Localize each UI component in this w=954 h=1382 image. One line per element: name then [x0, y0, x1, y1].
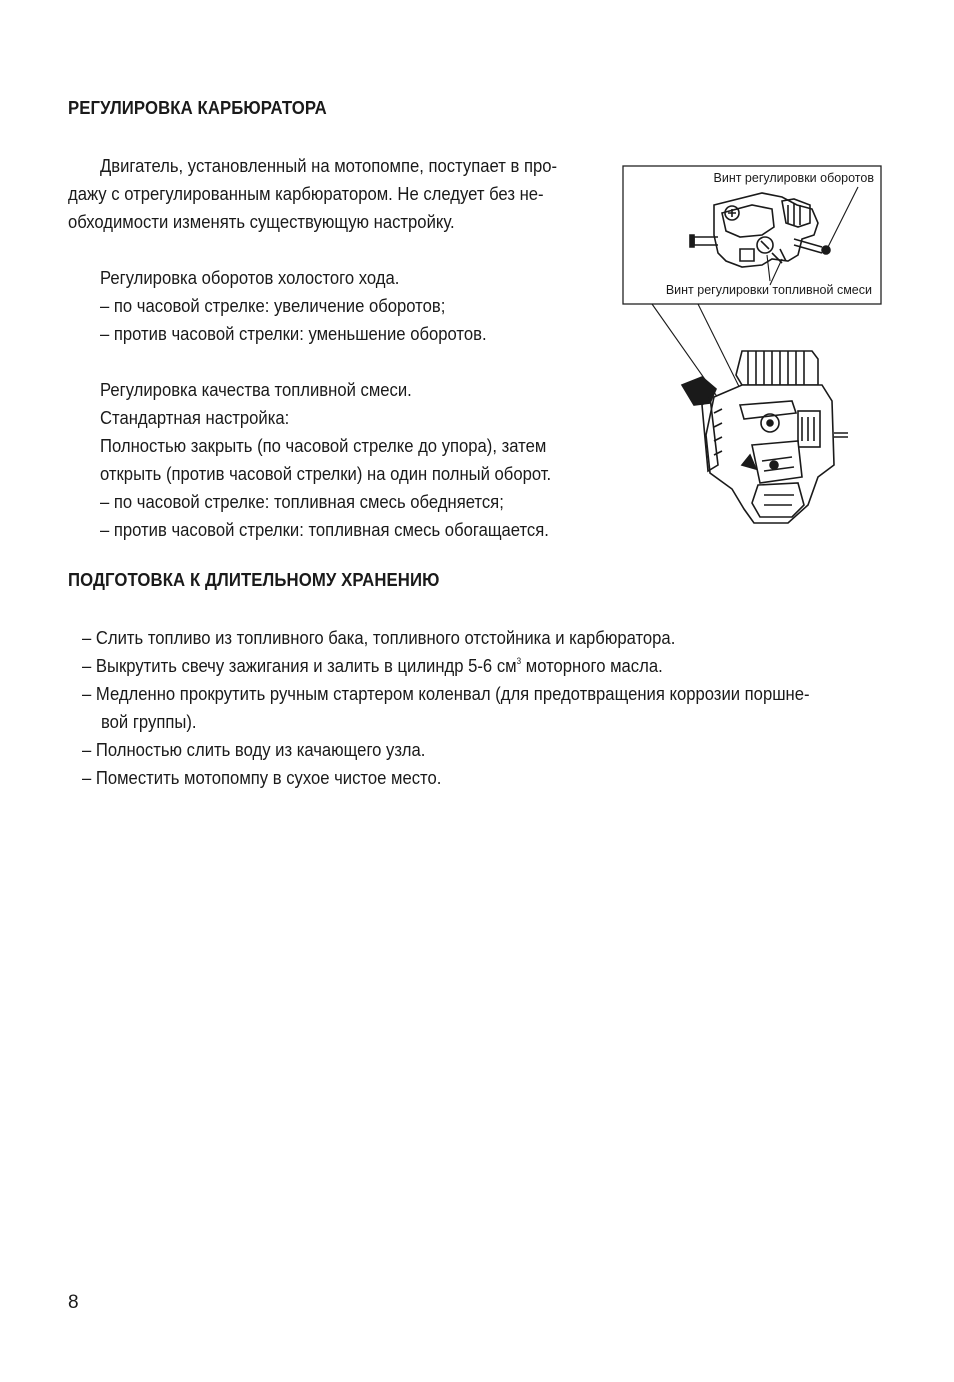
section-heading-carburetor: РЕГУЛИРОВКА КАРБЮРАТОРА [68, 98, 327, 118]
storage-item-drain-water: – Полностью слить воду из качающего узла. [82, 739, 426, 760]
storage-item-drain-fuel: – Слить топливо из топливного бака, топливного отстойника и карбюратора. [82, 627, 676, 648]
storage-item-spark-plug-tail: моторного масла. [521, 655, 663, 676]
mixture-title: Регулировка качества топливной смеси. [100, 379, 412, 400]
intro-line-2: дажу с отрегулированным карбюратором. Не следует без не- [68, 183, 544, 204]
page-number: 8 [68, 1292, 79, 1313]
mixture-instruction-2: открыть (против часовой стрелки) на один полный оборот. [100, 463, 552, 484]
storage-item-spark-plug [82, 652, 663, 680]
section-heading-storage: ПОДГОТОВКА К ДЛИТЕЛЬНОМУ ХРАНЕНИЮ [68, 570, 440, 590]
idle-clockwise: – по часовой стрелке: увеличение оборотов; [100, 295, 446, 316]
idle-counterclockwise: – против часовой стрелки: уменьшение оборотов. [100, 323, 487, 344]
intro-line-1: Двигатель, установленный на мотопомпе, поступает в про- [100, 155, 558, 176]
engine-drawing [682, 351, 848, 523]
storage-item-spark-plug-text: – Выкрутить свечу зажигания и залить в цилиндр 5-6 см [82, 655, 517, 676]
storage-item-crank-cont: вой группы). [101, 711, 197, 732]
storage-item-store-dry: – Поместить мотопомпу в сухое чистое место. [82, 767, 442, 788]
mixture-counterclockwise: – против часовой стрелки: топливная смесь обогащается. [100, 519, 549, 540]
idle-screw-label: Винт регулировки оборотов [713, 171, 874, 185]
mixture-screw-label: Винт регулировки топливной смеси [665, 283, 872, 297]
carburetor-figure [622, 165, 882, 535]
carburetor-illustration [622, 165, 882, 535]
intro-line-3: обходимости изменять существующую настройку. [68, 211, 455, 232]
mixture-standard: Стандартная настройка: [100, 407, 290, 428]
idle-title: Регулировка оборотов холостого хода. [100, 267, 400, 288]
storage-item-crank: – Медленно прокрутить ручным стартером коленвал (для предотвращения коррозии поршне- [82, 683, 810, 704]
cubic-superscript: 3 [516, 656, 522, 666]
mixture-clockwise: – по часовой стрелке: топливная смесь обедняется; [100, 491, 504, 512]
mixture-instruction-1: Полностью закрыть (по часовой стрелке до упора), затем [100, 435, 547, 456]
